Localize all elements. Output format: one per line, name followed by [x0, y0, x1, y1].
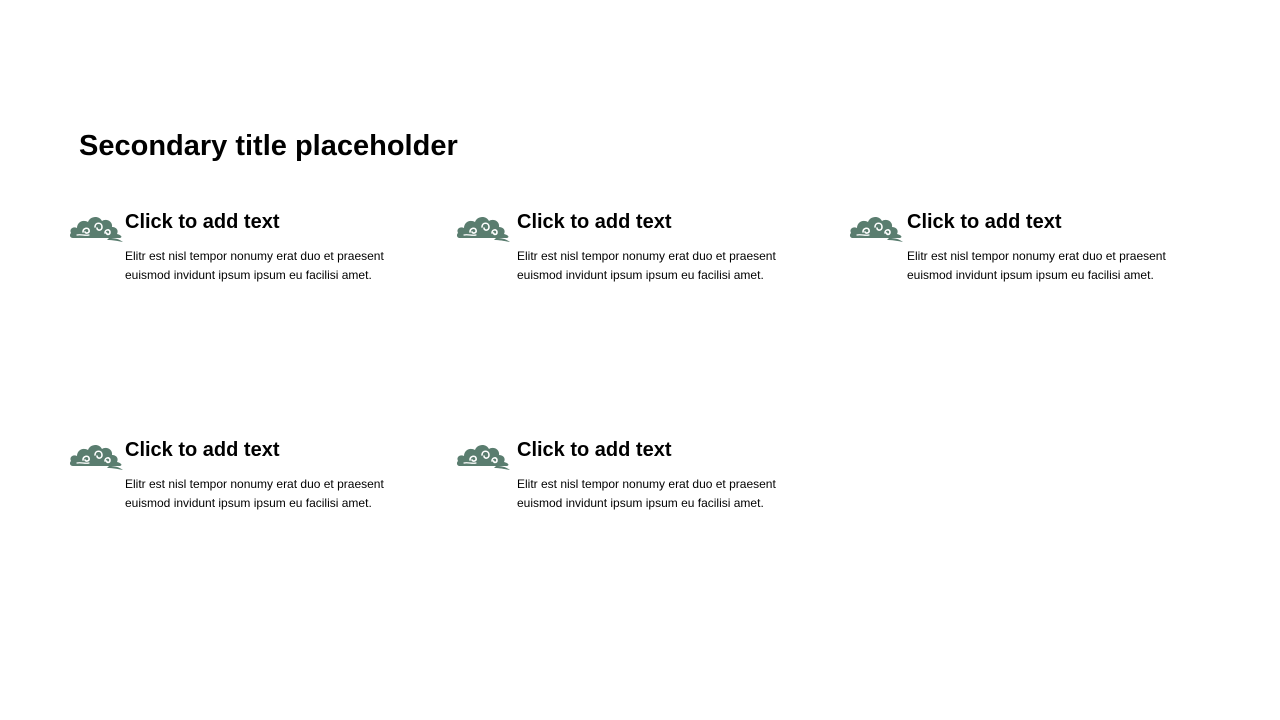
slide-title[interactable]: Secondary title placeholder: [79, 130, 458, 162]
item-body[interactable]: Elitr est nisl tempor nonumy erat duo et praesent euismod invidunt ipsum ipsum eu facilisi amet.: [517, 249, 776, 282]
cloud-icon: [849, 212, 903, 244]
item-body[interactable]: Elitr est nisl tempor nonumy erat duo et praesent euismod invidunt ipsum ipsum eu facilisi amet.: [517, 477, 776, 510]
content-item-1: [69, 210, 429, 300]
content-item-3: [849, 210, 1209, 300]
content-item-2: [456, 210, 816, 300]
cloud-icon: [69, 212, 123, 244]
item-body[interactable]: Elitr est nisl tempor nonumy erat duo et praesent euismod invidunt ipsum ipsum eu facilisi amet.: [907, 249, 1166, 282]
content-item-4: [69, 438, 429, 528]
content-item-5: [456, 438, 816, 528]
item-body[interactable]: Elitr est nisl tempor nonumy erat duo et praesent euismod invidunt ipsum ipsum eu facilisi amet.: [125, 477, 384, 510]
cloud-icon: [456, 212, 510, 244]
cloud-icon: [456, 440, 510, 472]
item-heading[interactable]: Click to add text: [907, 211, 1062, 233]
item-heading[interactable]: Click to add text: [517, 439, 672, 461]
item-body[interactable]: Elitr est nisl tempor nonumy erat duo et praesent euismod invidunt ipsum ipsum eu facilisi amet.: [125, 249, 384, 282]
item-heading[interactable]: Click to add text: [125, 439, 280, 461]
cloud-icon: [69, 440, 123, 472]
item-heading[interactable]: Click to add text: [517, 211, 672, 233]
item-heading[interactable]: Click to add text: [125, 211, 280, 233]
